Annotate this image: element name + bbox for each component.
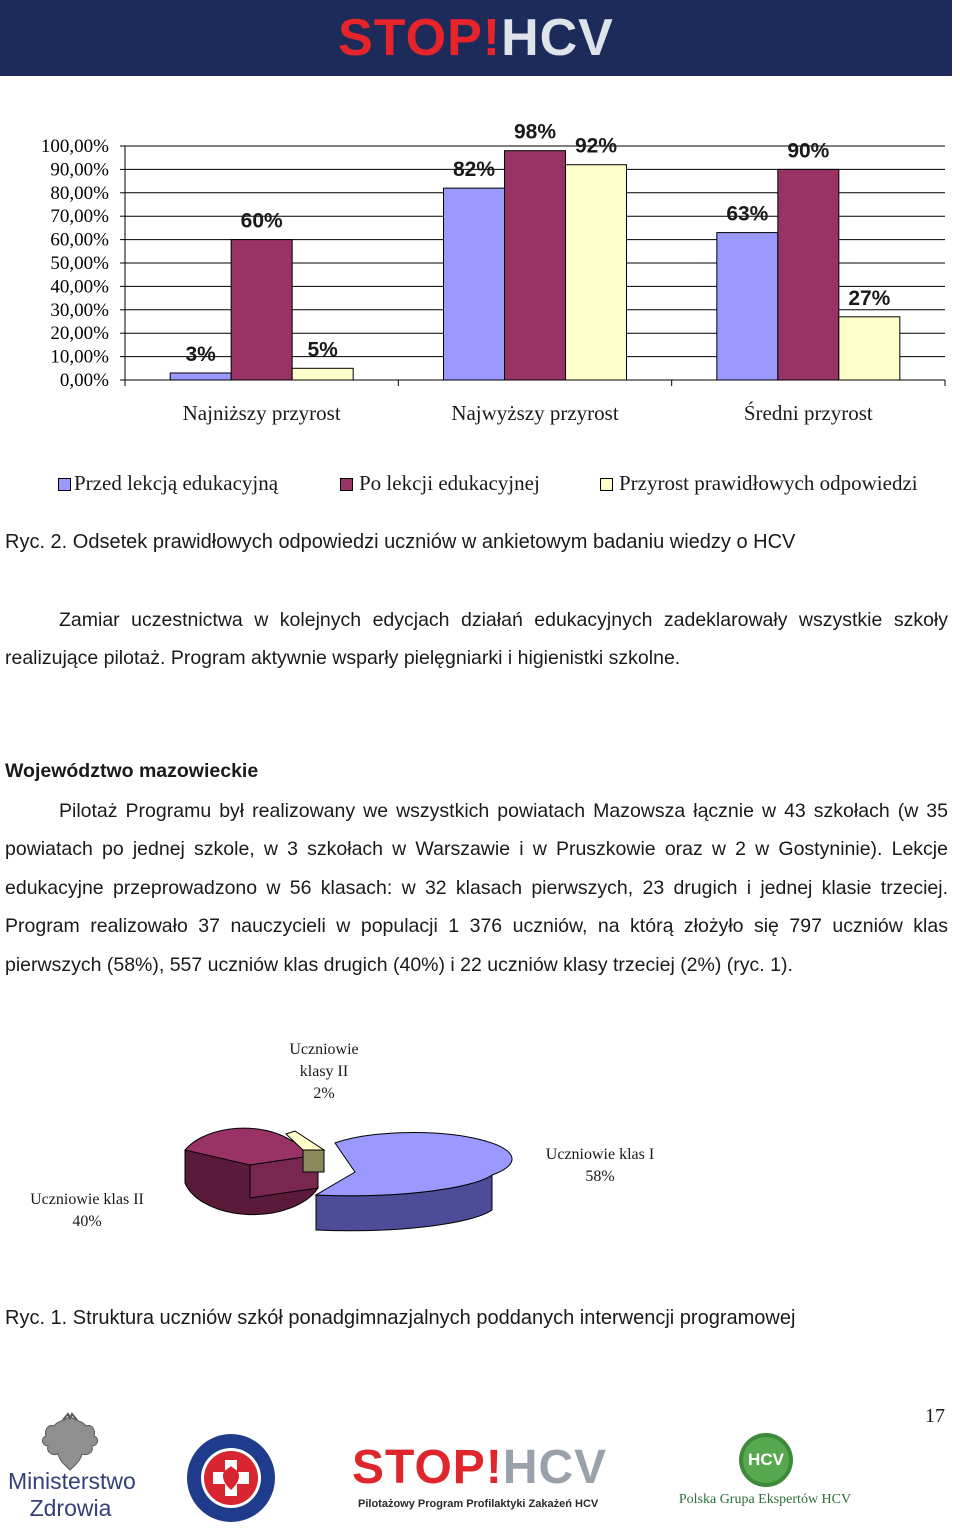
pgeh-badge-text: HCV: [748, 1450, 784, 1469]
category-label: Średni przyrost: [743, 401, 873, 425]
pgeh-logo: [670, 1432, 860, 1522]
ministry-of-health-logo: [8, 1412, 136, 1522]
pie-label-name: Uczniowie klas II: [30, 1191, 144, 1208]
y-tick-label: 30,00%: [50, 299, 109, 321]
logo-stop-text: STOP!: [338, 9, 502, 67]
category-label: Najwyższy przyrost: [451, 401, 619, 425]
pie-label-value: 58%: [585, 1168, 615, 1185]
y-tick-label: 50,00%: [50, 253, 109, 274]
ministry-line-2: Zdrowia: [29, 1495, 112, 1521]
page-number: 17: [925, 1405, 945, 1427]
data-label: 82%: [452, 158, 496, 182]
legend-label: Przyrost prawidłowych odpowiedzi: [619, 471, 918, 495]
pie-label-name: Uczniowie klas I: [545, 1146, 655, 1163]
data-label: 63%: [726, 202, 769, 226]
logo-hcv-text: HCV: [501, 9, 614, 67]
data-label: 27%: [848, 286, 891, 310]
pgeh-name: Polska Grupa Ekspertów HCV: [678, 1492, 852, 1507]
bar-chart: [0, 110, 960, 510]
data-label: 90%: [787, 139, 830, 163]
y-tick-label: 20,00%: [50, 323, 109, 345]
data-label: 60%: [240, 209, 283, 233]
bar: [778, 169, 839, 380]
y-tick-label: 70,00%: [50, 206, 109, 228]
stop-hcv-logo: [0, 8, 952, 68]
legend-label: Przed lekcją edukacyjną: [74, 471, 279, 495]
pie-label-value: 2%: [313, 1085, 335, 1102]
y-tick-label: 100,00%: [40, 136, 109, 157]
ministry-name: [8, 1468, 136, 1522]
sanitary-inspection-logo: [185, 1432, 277, 1524]
data-label: 98%: [513, 120, 557, 144]
section-heading: Województwo mazowieckie: [5, 760, 259, 782]
legend-swatch: [600, 478, 613, 491]
eagle-emblem-icon: [8, 1412, 133, 1474]
bar: [231, 240, 292, 380]
legend-swatch: [58, 478, 71, 491]
footer-logo-hcv: HCV: [502, 1441, 608, 1494]
bar: [566, 165, 627, 380]
paragraph-mazowieckie: Pilotaż Programu był realizowany we wszystkich powiatach Mazowsza łącznie w 43 szkołach (w 35 powiatach po jednej szkole, w 3 szkołach w Warszawie i w Pruszkowie oraz w 2 w Gostyninie). Lekcje edukacyjne przeprowadzono w 56 klasach: w 32 klasach pierwszych, 23 drugich i jednej klasie trzeciej. Program realizowało 37 nauczycieli w populacji 1 376 uczniów, na którą złożyło się 797 uczniów klas pierwszych (58%), 557 uczniów klas drugich (40%) i 22 uczniów klasy trzeciej (2%) (ryc. 1).: [5, 800, 948, 976]
footer-logo-stop: STOP!: [352, 1441, 503, 1494]
category-label: Najniższy przyrost: [182, 401, 341, 425]
legend-label: Po lekcji edukacyjnej: [359, 471, 540, 495]
data-label: 92%: [574, 134, 618, 158]
y-tick-label: 90,00%: [50, 159, 109, 181]
bar: [505, 151, 566, 380]
figure-caption-2: Ryc. 2. Odsetek prawidłowych odpowiedzi uczniów w ankietowym badaniu wiedzy o HCV: [5, 531, 796, 553]
pie-slice-side: [303, 1150, 324, 1172]
figure-caption-1: Ryc. 1. Struktura uczniów szkół ponadgimnazjalnych poddanych interwencji programowej: [5, 1307, 796, 1329]
legend-swatch: [340, 478, 353, 491]
inspection-seal-icon: [185, 1432, 277, 1524]
bar: [292, 368, 353, 380]
bar: [170, 373, 231, 380]
y-tick-label: 0,00%: [59, 370, 109, 391]
bar: [444, 188, 505, 380]
y-tick-label: 40,00%: [50, 276, 109, 298]
y-tick-label: 10,00%: [50, 346, 109, 368]
pie-label-name: Uczniowie klasy II: [289, 1041, 359, 1080]
stop-hcv-footer-logo: [352, 1440, 608, 1520]
y-tick-label: 80,00%: [50, 182, 109, 204]
bar: [717, 233, 778, 380]
paragraph-pilot-intent: Zamiar uczestnictwa w kolejnych edycjach działań edukacyjnych zadeklarowały wszystkie szkoły realizujące pilotaż. Program aktywnie wsparły pielęgniarki i higienistki szkolne.: [5, 609, 948, 670]
pie-label-klas-2: [18, 1189, 156, 1233]
data-label: 5%: [307, 338, 338, 362]
y-tick-label: 60,00%: [50, 229, 109, 251]
pie-chart: [0, 1035, 960, 1295]
data-label: 3%: [185, 342, 216, 366]
pie-label-klas-1: [530, 1144, 670, 1188]
bar: [839, 317, 900, 380]
footer-logo-wordmark: [352, 1440, 607, 1496]
pie-label-value: 40%: [72, 1213, 102, 1230]
pie-label-klasy-2: [262, 1039, 386, 1105]
chart-legend: [58, 473, 948, 499]
ministry-line-1: Ministerstwo: [8, 1468, 136, 1494]
footer-logo-subtitle: Pilotażowy Program Profilaktyki Zakażeń HCV: [358, 1498, 599, 1510]
